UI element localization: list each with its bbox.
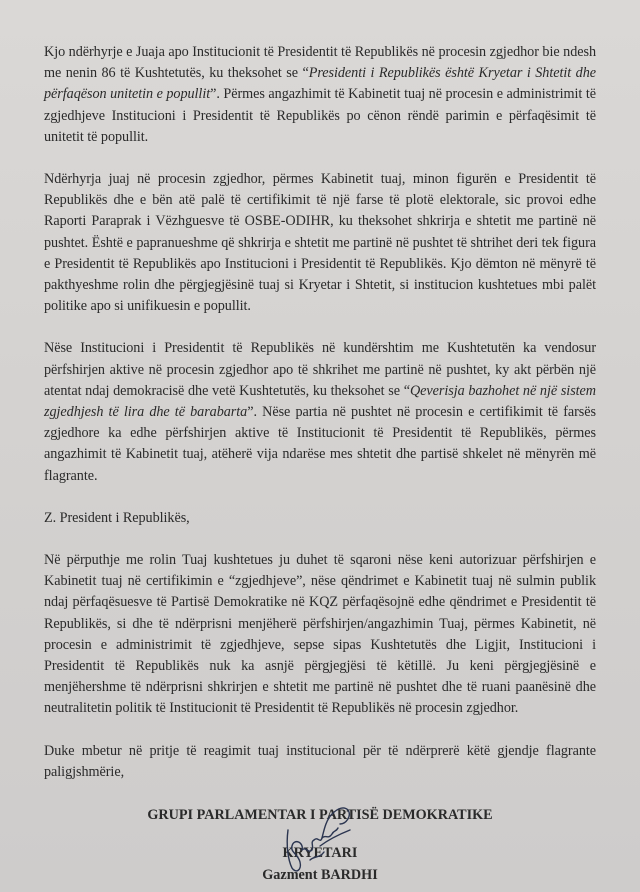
text-run: Kjo ndërhyrje e Juaja apo Institucionit të Presidentit të Republikës në procesin zgjedhor bie ndesh me nenin 86 të Kushtetutës, ku theksohet se “: [44, 44, 596, 82]
text-run: Në përputhje me rolin Tuaj kushtetues ju duhet të sqaroni nëse keni autorizuar përfshirjen e Kabinetit tuaj në certifikimin e “zgjedhjeve”, nëse qëndrimet e Kabinetit tuaj në sulmin publik ndaj përfaqësuesve të Partisë Demokratike në KQZ përfaqësojnë edhe qëndrimet e Presidentit të Republikës, si dhe të ndërprisni menjëherë përfshirjen/angazhimin Tuaj, përmes Kabinetit, në procesin e administrimit të zgjedhjeve, sepse sipas Kushtetutës dhe Ligjit, Institucioni i Presidentit të Republikës nuk ka asnjë përgjegjësi të këtillë. Ju keni përgjegjësinë e menjëhershme të ndërprisni shkrirjen e shtetit me partinë në pushtet dhe të ruani paanësinë dhe neutralitetin politik të Institucionit të Presidentit të Republikës në procesin zgjedhor.: [44, 552, 596, 717]
text-run: Nëse Institucioni i Presidentit të Republikës në kundërshtim me Kushtetutën ka vendosur përfshirjen aktive në procesin zgjedhor apo të shkrihet me partinë në pushtet, ky akt përbën një atentat ndaj demokracisë dhe vetë Kushtetutës, ku theksohet se “: [44, 340, 596, 399]
handwritten-signature-icon: [280, 790, 360, 880]
paragraph-4: [44, 550, 596, 720]
text-run: ”. Nëse partia në pushtet në procesin e certifikimit të farsës zgjedhore ka edhe përfshirjen aktive të Institucionit të Presidentit të Republikës, përmes angazhimit të Kabinetit tuaj, atëherë vija ndarëse mes shtetit dhe partisë shkelet në mënyrën më flagrante.: [44, 404, 596, 484]
paragraph-3: [44, 338, 596, 486]
text-run: ”. Përmes angazhimit të Kabinetit tuaj në procesin e administrimit të zgjedhjeve Institucioni i Presidentit të Republikës po cënon rëndë parimin e përfaqësimit të unitetit të popullit.: [44, 86, 596, 145]
text-run: Duke mbetur në pritje të reagimit tuaj institucional për të ndërprerë këtë gjendje flagrante paligjshmërie,: [44, 742, 596, 780]
quoted-text: Qeverisja bazhohet në një sistem zgjedhjesh të lira dhe të barabarta: [44, 382, 596, 421]
paragraph-5: [44, 741, 596, 783]
quoted-text: Presidenti i Republikës është Kryetar i Shtetit dhe përfaqëson unitetin e popullit: [44, 65, 596, 103]
paragraph-1: [44, 42, 596, 148]
letter-body: [44, 42, 596, 783]
text-run: Z. President i Republikës,: [44, 509, 190, 526]
group-name: GRUPI PARLAMENTAR I PARTISË DEMOKRATIKE: [147, 807, 493, 824]
signatory-role: KRYETARI: [282, 845, 358, 862]
paragraph-2: [44, 169, 596, 317]
salutation: [44, 508, 596, 529]
text-run: Ndërhyrja juaj në procesin zgjedhor, përmes Kabinetit tuaj, minon figurën e Presidentit të Republikës dhe e bën atë palë të certifikimit të një farse të plotë elektorale, sic provoi edhe Raporti Paraprak i Vëzhguesve të OSBE-ODIHR, ku theksohet shkrirja e shtetit me partinë në pushtet. Është e papranueshme që shkrirja e shtetit me partinë në pushtet të shtrihet deri tek figura e Presidentit të Republikës apo Institucioni i Presidentit të Republikës. Kjo dëmton në mënyrë të pakthyeshme rolin dhe përgjegjësinë tuaj si Kryetar i Shtetit, si institucion kushtetues mbi palët politike apo si unifikuesin e popullit.: [44, 171, 596, 315]
signatory-name: Gazment BARDHI: [262, 867, 378, 884]
